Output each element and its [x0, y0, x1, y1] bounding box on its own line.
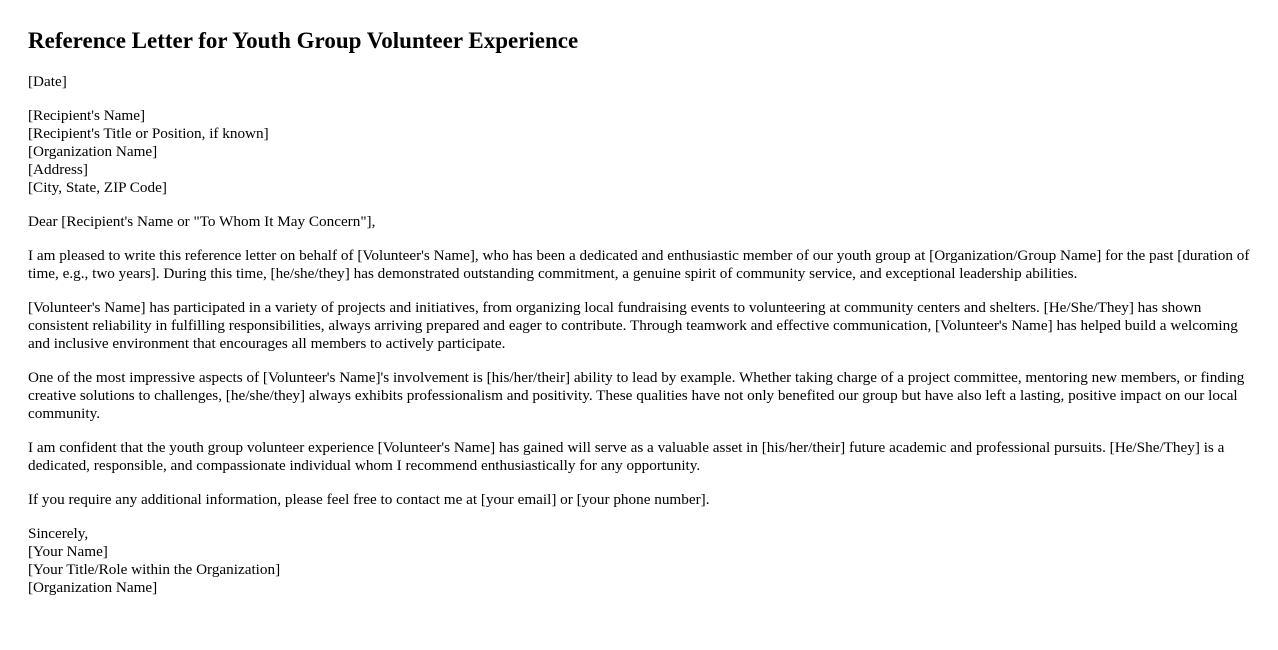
signer-organization: [Organization Name]	[28, 579, 158, 596]
closing-block	[28, 525, 1258, 597]
sign-off: Sincerely,	[28, 525, 89, 542]
recipient-name: [Recipient's Name]	[28, 107, 146, 124]
recipient-organization: [Organization Name]	[28, 143, 158, 160]
salutation: Dear [Recipient's Name or "To Whom It May Concern"],	[28, 213, 376, 230]
body-paragraph-2: [Volunteer's Name] has participated in a variety of projects and initiatives, from organizing local fundraising events to volunteering at community centers and shelters. [He/She/They] has shown consistent reliability in fulfilling responsibilities, always arriving prepared and eager to contribute. Through teamwork and effective communication, [Volunteer's Name] has helped build a welcoming and inclusive environment that encourages all members to actively participate.	[28, 299, 1238, 352]
recipient-city-state-zip: [City, State, ZIP Code]	[28, 179, 167, 196]
body-paragraph-3: One of the most impressive aspects of [Volunteer's Name]'s involvement is [his/her/their] ability to lead by example. Whether taking charge of a project committee, mentoring new members, or finding creative solutions to challenges, [he/she/they] always exhibits professionalism and positivity. These qualities have not only benefited our group but have also left a lasting, positive impact on our local community.	[28, 369, 1245, 422]
body-paragraph-4: I am confident that the youth group volunteer experience [Volunteer's Name] has gained will serve as a valuable asset in [his/her/their] future academic and professional pursuits. [He/She/They] is a dedicated, responsible, and compassionate individual whom I recommend enthusiastically for any opportunity.	[28, 439, 1225, 474]
date-text: [Date]	[28, 73, 67, 90]
letter-title: Reference Letter for Youth Group Volunteer Experience	[28, 28, 579, 53]
body-paragraph-1: I am pleased to write this reference letter on behalf of [Volunteer's Name], who has been a dedicated and enthusiastic member of our youth group at [Organization/Group Name] for the past [duration of time, e.g., two years]. During this time, [he/she/they] has demonstrated outstanding commitment, a genuine spirit of community service, and exceptional leadership abilities.	[28, 247, 1250, 282]
recipient-address-block	[28, 107, 1258, 197]
signer-role: [Your Title/Role within the Organization]	[28, 561, 281, 578]
signer-name: [Your Name]	[28, 543, 108, 560]
recipient-address: [Address]	[28, 161, 88, 178]
letter-date	[28, 73, 1258, 91]
recipient-title: [Recipient's Title or Position, if known]	[28, 125, 269, 142]
body-paragraph-5: If you require any additional information, please feel free to contact me at [your email] or [your phone number].	[28, 491, 710, 508]
